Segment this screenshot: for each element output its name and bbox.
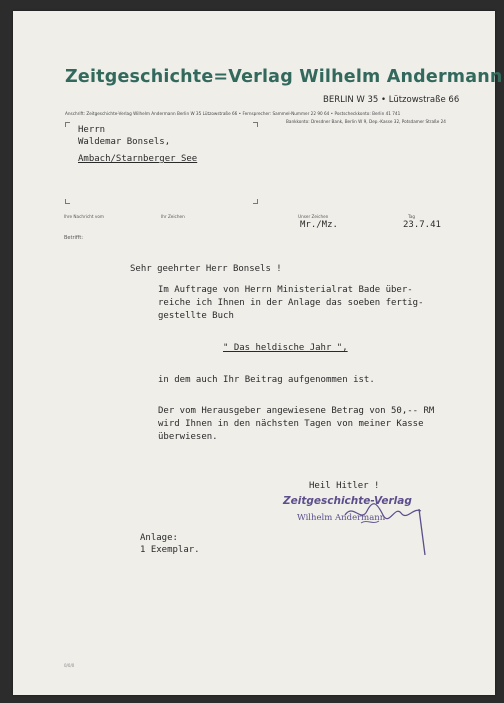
address-window-corner — [65, 122, 70, 127]
unser-zeichen-label: Unser Zeichen — [298, 214, 329, 219]
recipient-line-1: Herrn — [78, 125, 106, 135]
ihre-nachricht-label: Ihre Nachricht vom — [64, 214, 105, 219]
paragraph-3-line-2: wird Ihnen in den nächsten Tagen von meiner Kasse — [158, 419, 424, 429]
ihr-zeichen-label: Ihr Zeichen — [161, 214, 185, 219]
tag-label: Tag — [408, 214, 416, 219]
paragraph-3-line-3: überwiesen. — [158, 432, 218, 442]
letterhead-contact-line2: Bankkonto: Dresdner Bank, Berlin W 9, Dep.-Kasse 32, Potsdamer Straße 24 — [286, 119, 446, 124]
enclosure-label: Anlage: — [140, 533, 178, 543]
paragraph-1-line-1: Im Auftrage von Herrn Ministerialrat Bade über- — [158, 285, 413, 295]
recipient-line-2: Waldemar Bonsels, — [78, 137, 171, 147]
letterhead-title: Zeitgeschichte=Verlag Wilhelm Andermann — [65, 67, 503, 87]
letterhead-address: BERLIN W 35 • Lützowstraße 66 — [323, 95, 460, 105]
paragraph-2: in dem auch Ihr Beitrag aufgenommen ist. — [158, 375, 375, 385]
enclosure-item: 1 Exemplar. — [140, 545, 200, 555]
letter-sheet — [13, 11, 503, 695]
date-value: 23.7.41 — [403, 220, 441, 230]
publisher-stamp-line1: Zeitgeschichte-Verlag — [283, 495, 412, 507]
betrifft-label: Betrifft: — [64, 235, 84, 241]
unser-zeichen-value: Mr./Mz. — [300, 220, 338, 230]
letterhead-contact-line1: Anschrift: Zeitgeschichte-Verlag Wilhelm Andermann Berlin W 35 Lützowstraße 66 • Fernsprecher: Sammel-Nummer 22 90 64 • Postscheckkonto: Berlin 41 741 — [65, 111, 401, 116]
address-window-corner — [65, 199, 70, 204]
publisher-stamp-line2: Wilhelm Andermann — [297, 513, 386, 523]
footer-code: 0/0/0 — [64, 663, 75, 668]
paragraph-1-line-3: gestellte Buch — [158, 311, 234, 321]
paragraph-3-line-1: Der vom Herausgeber angewiesene Betrag von 50,-- RM — [158, 406, 435, 416]
book-title: " Das heldische Jahr ", — [223, 343, 348, 353]
address-window-corner — [253, 199, 258, 204]
closing: Heil Hitler ! — [309, 481, 380, 491]
salutation: Sehr geehrter Herr Bonsels ! — [130, 264, 282, 274]
address-window-corner — [253, 122, 258, 127]
handwritten-signature — [343, 493, 433, 563]
paragraph-1-line-2: reiche ich Ihnen in der Anlage das soeben fertig- — [158, 298, 424, 308]
recipient-line-3: Ambach/Starnberger See — [78, 154, 198, 164]
